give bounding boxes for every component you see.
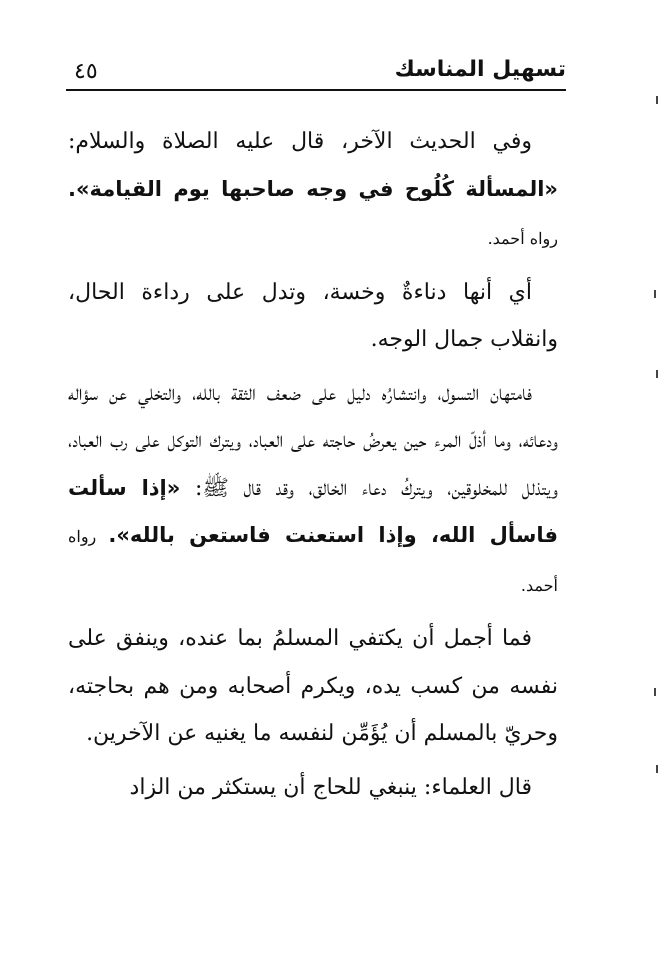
paragraph-text: فامتهان التسول، وانتشارُه دليل على ضعف الثقة بالله، والتخلي عن سؤاله ودعائه، وما أذلّ المرء حين يعرضُ حاجته على العباد، ويترك التوكل على رب العباد، ويتذلل للمخلوقين، ويتركُ دعاء الخالق، وقد قال ﷺ: [68,380,559,501]
paragraph-hadith-kulooh [68,118,558,263]
page-number: ٤٥ [74,59,98,84]
paragraph-text: قال العلماء: ينبغي للحاج أن يستكثر من الزاد [129,774,532,800]
scan-margin-mark [654,290,656,298]
book-title: تسهيل المناسك [394,57,566,82]
paragraph-self-sufficiency [68,615,558,758]
scan-margin-mark [656,96,658,104]
paragraph-text: فما أجمل أن يكتفي المسلمُ بما عنده، وينفق على نفسه من كسب يده، ويكرم أصحابه ومن هم بحاجته، وحريّ بالمسلم أن يُؤَمِّن لنفسه ما يغنيه عن الآخرين. [68,626,558,746]
hadith-intro: وفي الحديث الآخر، قال عليه الصلاة والسلام: [68,129,532,154]
scan-margin-mark [654,688,656,696]
hadith-source: رواه أحمد. [487,229,558,248]
scan-margin-mark [656,765,658,773]
paragraph-scholars [68,764,558,812]
page-body [68,118,558,817]
scan-margin-mark [656,370,658,378]
page-header [66,55,566,91]
hadith-text: «المسألة كُلُوح في وجه صاحبها يوم القيامة». [68,176,558,201]
hadith-source: رواه أحمد. [68,527,558,595]
hadith-text: «إذا سألت فاسأل الله، وإذا استعنت فاستعن بالله». [68,475,558,547]
paragraph-text: أي أنها دناءةٌ وخسة، وتدل على رداءة الحال، وانقلاب جمال الوجه. [68,279,558,352]
paragraph-begging [68,370,558,610]
paragraph-meaning [68,269,558,364]
